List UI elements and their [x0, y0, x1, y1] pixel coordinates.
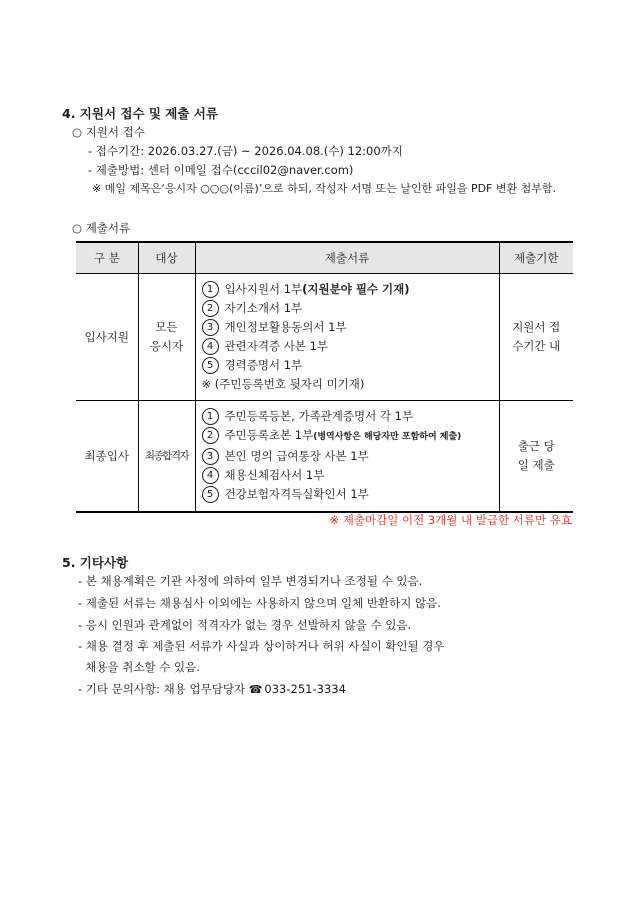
row-documents: [195, 401, 499, 512]
table-row: [76, 274, 573, 401]
document-item: 4 관련자격증 사본 1부: [202, 337, 493, 356]
notice-item: - 채용 결정 후 제출된 서류가 사실과 상이하거나 허위 사실이 확인될 경우: [78, 639, 445, 653]
documents-footnote: ※ 제출마감일 이전 3개월 내 발급한 서류만 유효: [329, 513, 572, 527]
document-item: 2 주민등록초본 1부(병역사항은 해당자만 포함하여 제출): [202, 426, 493, 447]
row-target: 최종합격자: [138, 401, 195, 512]
receipt-method: - 제출방법: 센터 이메일 접수(cccil02@naver.com): [88, 163, 354, 177]
row-deadline: 출근 당일 제출: [499, 401, 573, 512]
row-deadline: 지원서 접수기간 내: [499, 274, 573, 401]
document-item: 1 입사지원서 1부(지원분야 필수 기재): [202, 280, 493, 299]
document-item: 1 주민등록등본, 가족관계증명서 각 1부: [202, 407, 493, 426]
telephone-icon: ☎: [248, 683, 263, 696]
notice-item: - 응시 인원과 관계없이 적격자가 없는 경우 선발하지 않을 수 있음.: [78, 618, 412, 632]
header-deadline: 제출기한: [499, 242, 573, 274]
receipt-note: ※ 메일 제목은‘응시자 ○○○(이름)’으로 하되, 작성자 서명 또는 날인한 파일을 PDF 변환 첨부함.: [92, 182, 556, 195]
notice-item: - 본 채용계획은 기관 사정에 의하여 일부 변경되거나 조정될 수 있음.: [78, 574, 423, 588]
header-target: 대상: [138, 242, 195, 274]
header-documents: 제출서류: [195, 242, 499, 274]
notice-item: - 제출된 서류는 채용심사 이외에는 사용하지 않으며 일체 반환하지 않음.: [78, 596, 441, 610]
document-item: 2 자기소개서 1부: [202, 299, 493, 318]
document-note: ※ (주민등록번호 뒷자리 미기재): [201, 377, 365, 391]
row-documents: [195, 274, 499, 401]
row-target: 모든 응시자: [138, 274, 195, 401]
receipt-period: - 접수기간: 2026.03.27.(금) ~ 2026.04.08.(수) 12:00까지: [88, 144, 403, 158]
document-item: 4 채용신체검사서 1부: [202, 466, 493, 485]
receipt-heading: ○ 지원서 접수: [72, 125, 145, 139]
contact-prefix: - 기타 문의사항: 채용 업무담당자: [78, 682, 246, 696]
header-category: 구 분: [76, 242, 138, 274]
contact-line: [78, 680, 346, 699]
row-category: 입사지원: [76, 274, 138, 401]
section-5-title: 5. 기타사항: [62, 555, 129, 570]
contact-phone: 033-251-3334: [264, 682, 346, 696]
documents-heading: ○ 제출서류: [72, 221, 131, 235]
documents-table: [76, 241, 573, 513]
table-row: [76, 401, 573, 512]
document-item: 3 본인 명의 급여통장 사본 1부: [202, 447, 493, 466]
section-4-title: 4. 지원서 접수 및 제출 서류: [62, 106, 218, 121]
document-item: 5 건강보험자격득실확인서 1부: [202, 485, 493, 504]
document-item: 3 개인정보활용동의서 1부: [202, 318, 493, 337]
table-header-row: [76, 242, 573, 274]
notice-item: 채용을 취소할 수 있음.: [78, 660, 200, 674]
row-category: 최종입사: [76, 401, 138, 512]
document-item: 5 경력증명서 1부: [202, 356, 493, 375]
